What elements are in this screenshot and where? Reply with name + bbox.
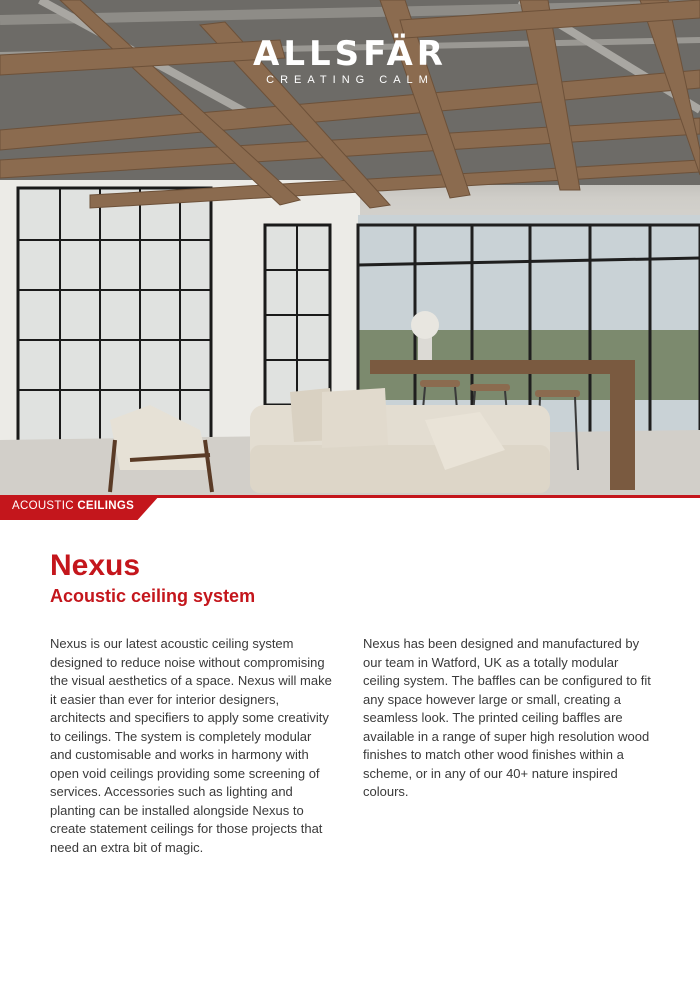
- section-tag-emphasis: CEILINGS: [77, 500, 135, 512]
- logo-tagline: CREATING CALM: [266, 74, 434, 86]
- body-text-left: Nexus is our latest acoustic ceiling system designed to reduce noise without compromising the visual aesthetics of a space. Nexus will make it easier than ever for interior designers, architects and specifiers to apply some creativity to ceilings. The system is completely modular and customisable and works in harmony with open void ceilings providing some screening of services. Accessories such as lighting and planting can be installed alongside Nexus to create statement ceilings for those projects that need an extra bit of magic.: [50, 636, 332, 855]
- page-title: Nexus: [50, 549, 141, 582]
- section-tag: [0, 495, 700, 520]
- body-text-right: Nexus has been designed and manufactured by our team in Watford, UK as a totally modular ceiling system. The baffles can be configured to fit any space however large or small, creating a seamless look. The printed ceiling baffles are available in a range of super high resolution wood finishes to match other wood finishes within a scheme, or in any of our 40+ nature inspired colours.: [363, 636, 651, 799]
- page-subtitle: Acoustic ceiling system: [50, 586, 256, 606]
- brand-logo: [0, 36, 700, 86]
- logo-wordmark: ALLSFÄR: [253, 34, 447, 74]
- section-tag-prefix: ACOUSTIC: [12, 500, 74, 512]
- section-tag-label: [12, 500, 134, 512]
